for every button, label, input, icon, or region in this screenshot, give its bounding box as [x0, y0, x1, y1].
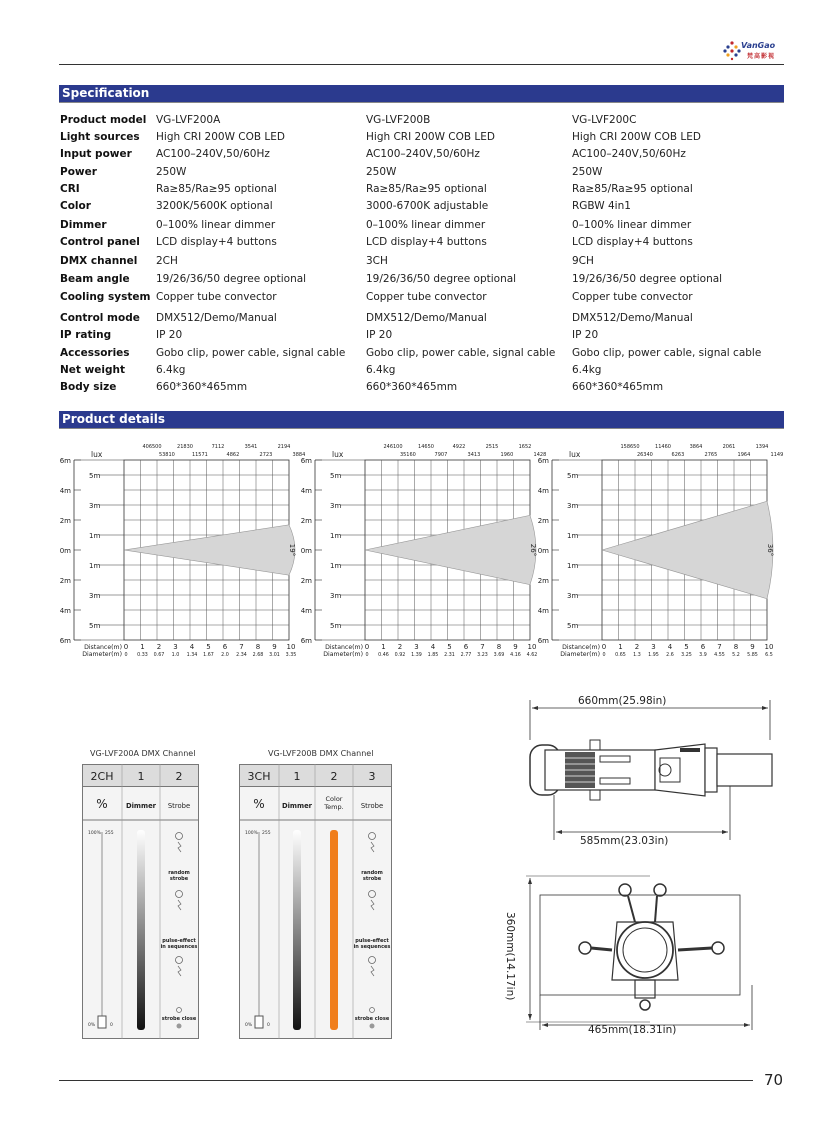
lux-value-top: 14650: [418, 444, 434, 450]
spec-value: VG-LVF200A: [156, 114, 221, 126]
lux-value-top: 3864: [689, 444, 703, 450]
spec-label: Light sources: [60, 131, 140, 143]
spec-value: Copper tube convector: [572, 291, 693, 303]
color-temp-bar: [330, 830, 338, 1030]
y-label-inner: 1m: [567, 562, 579, 570]
dmx-header: 1: [293, 770, 301, 783]
y-label-inner: 3m: [330, 502, 342, 510]
beam-chart-26: [300, 440, 547, 669]
section-bar-product-details: Product details: [59, 411, 784, 428]
strobe-close-dot-icon: [370, 1024, 375, 1029]
y-label-left: 6m: [300, 637, 312, 645]
dmx-title-a: VG-LVF200A DMX Channel: [90, 749, 196, 758]
spec-label: Dimmer: [60, 219, 107, 231]
y-label-inner: 3m: [567, 502, 579, 510]
y-label-left: 6m: [300, 457, 312, 465]
lux-value-bottom: 3413: [467, 452, 481, 458]
scale-slider-icon: [255, 1016, 263, 1028]
spec-value: 250W: [156, 166, 187, 178]
dimmer-bar: [137, 830, 145, 1030]
diameter-tick: 6.5: [765, 653, 773, 658]
dmx-table-a: [82, 764, 200, 1043]
scale-top: 100%: [245, 831, 258, 836]
diameter-tick: 3.9: [699, 653, 707, 658]
spec-value: Copper tube convector: [366, 291, 487, 303]
lux-value-top: 1394: [755, 444, 769, 450]
lux-value-bottom: 3884: [292, 452, 306, 458]
strobe-label: strobe: [169, 876, 189, 882]
diameter-tick: 4.62: [526, 653, 538, 658]
beam-chart-19: [59, 440, 306, 669]
diameter-tick: 1.34: [186, 653, 198, 658]
distance-tick: 4: [430, 643, 436, 651]
spec-value: 19/26/36/50 degree optional: [572, 273, 723, 285]
distance-tick: 1: [618, 643, 623, 651]
distance-tick: 4: [189, 643, 195, 651]
scale-slider-icon: [98, 1016, 106, 1028]
dmx-header: 2CH: [90, 770, 114, 783]
y-label-left: 6m: [537, 457, 549, 465]
spec-value: VG-LVF200C: [572, 114, 637, 126]
strobe-label: in sequences: [353, 944, 391, 950]
unit-label: lux: [332, 450, 344, 459]
spec-value: DMX512/Demo/Manual: [366, 312, 487, 324]
y-label-left: 4m: [300, 607, 312, 615]
scale-top-val: 255: [105, 831, 114, 836]
y-label-inner: 3m: [330, 592, 342, 600]
spec-value: 660*360*465mm: [366, 381, 458, 393]
lux-value-bottom: 11571: [191, 452, 208, 458]
spec-value: DMX512/Demo/Manual: [156, 312, 277, 324]
beam-chart-36: [537, 440, 784, 669]
strobe-label: pulse-effect: [355, 938, 389, 944]
diameter-tick: 2.31: [444, 653, 455, 658]
spec-value: 0–100% linear dimmer: [366, 219, 486, 231]
distance-tick: 9: [272, 643, 277, 651]
spec-value: VG-LVF200B: [366, 114, 431, 126]
y-label-inner: 5m: [89, 622, 101, 630]
dmx-subheader-line: Temp.: [324, 803, 344, 811]
distance-tick: 3: [651, 643, 656, 651]
y-label-inner: 1m: [89, 532, 101, 540]
y-label-inner: 3m: [89, 502, 101, 510]
y-label-left: 2m: [300, 577, 312, 585]
spec-label: Control mode: [60, 312, 140, 324]
diameter-tick: 2.6: [666, 653, 674, 658]
scale-top-val: 255: [262, 831, 271, 836]
distance-tick: 4: [667, 643, 673, 651]
scale-bottom-val: 0: [110, 1023, 113, 1028]
y-label-inner: 5m: [567, 622, 579, 630]
strobe-label: strobe close: [354, 1016, 390, 1022]
dmx-header: 3CH: [247, 770, 271, 783]
strobe-label: pulse-effect: [162, 938, 196, 944]
spec-value: 19/26/36/50 degree optional: [156, 273, 307, 285]
spec-value: 250W: [572, 166, 603, 178]
y-label-left: 2m: [300, 517, 312, 525]
spec-label: Net weight: [60, 364, 126, 376]
dmx-subheader: Dimmer: [281, 802, 313, 810]
diameter-tick: 4.55: [714, 653, 725, 658]
spec-label: Control panel: [60, 236, 140, 248]
spec-value: Ra≥85/Ra≥95 optional: [366, 183, 487, 195]
lux-value-top: 2194: [277, 444, 291, 450]
spec-label: Product model: [60, 114, 147, 126]
diameter-tick: 0.92: [394, 653, 406, 658]
spec-value: High CRI 200W COB LED: [156, 131, 285, 143]
lux-value-bottom: 1960: [500, 452, 514, 458]
distance-tick: 8: [733, 643, 739, 651]
spec-value: AC100–240V,50/60Hz: [366, 148, 480, 160]
dmx-subheader: Strobe: [167, 802, 191, 810]
y-label-left: 4m: [537, 607, 549, 615]
section-underline: [59, 102, 784, 103]
distance-tick: 6: [463, 643, 469, 651]
spec-value: Gobo clip, power cable, signal cable: [156, 347, 346, 359]
spec-value: 660*360*465mm: [572, 381, 664, 393]
brand-name: VanGao: [741, 41, 776, 50]
spec-label: CRI: [60, 183, 80, 195]
distance-tick: 3: [173, 643, 178, 651]
diameter-tick: 4.16: [510, 653, 521, 658]
spec-value: 0–100% linear dimmer: [572, 219, 692, 231]
spec-value: 9CH: [572, 255, 594, 267]
dmx-subheader: %: [96, 797, 108, 811]
diameter-label: Diameter(m): [82, 651, 122, 658]
scale-bottom-val: 0: [267, 1023, 270, 1028]
diameter-tick: 0.46: [378, 653, 389, 658]
spec-value: IP 20: [366, 329, 393, 341]
dim-depth: 585mm(23.03in): [580, 835, 669, 847]
diameter-tick: 3.25: [681, 653, 692, 658]
dmx-header: 2: [175, 770, 183, 783]
distance-tick: 7: [717, 643, 722, 651]
distance-label: Distance(m): [562, 644, 600, 651]
spec-label: DMX channel: [60, 255, 138, 267]
diameter-tick: 0.65: [615, 653, 626, 658]
spec-value: Copper tube convector: [156, 291, 277, 303]
lux-value-bottom: 1149: [770, 452, 784, 458]
y-label-left: 6m: [59, 457, 71, 465]
y-label-left: 6m: [537, 637, 549, 645]
y-label-inner: 3m: [89, 592, 101, 600]
lux-value-bottom: 26340: [636, 452, 653, 458]
spec-value: 6.4kg: [572, 364, 602, 376]
distance-tick: 3: [414, 643, 419, 651]
diameter-tick: 2.68: [252, 653, 264, 658]
y-label-inner: 3m: [567, 592, 579, 600]
spec-value: 6.4kg: [366, 364, 396, 376]
lux-value-top: 158650: [620, 444, 640, 450]
unit-label: lux: [91, 450, 103, 459]
dim-height: 360mm(14.17in): [504, 912, 516, 1001]
spec-label: Input power: [60, 148, 132, 160]
spec-label: Cooling system: [60, 291, 151, 303]
diameter-tick: 1.85: [427, 653, 439, 658]
spec-label: Power: [60, 166, 97, 178]
distance-tick: 7: [239, 643, 244, 651]
lux-value-bottom: 6263: [671, 452, 685, 458]
spec-value: RGBW 4in1: [572, 200, 631, 212]
y-label-inner: 5m: [89, 472, 101, 480]
spec-value: Gobo clip, power cable, signal cable: [572, 347, 762, 359]
y-label-left: 2m: [59, 577, 71, 585]
diameter-tick: 2.34: [236, 653, 247, 658]
spec-value: DMX512/Demo/Manual: [572, 312, 693, 324]
strobe-label: random: [168, 870, 190, 876]
distance-tick: 6: [222, 643, 228, 651]
dmx-table-b: [239, 764, 393, 1043]
lux-value-bottom: 7907: [434, 452, 448, 458]
distance-tick: 2: [634, 643, 640, 651]
spec-label: IP rating: [60, 329, 112, 341]
distance-tick: 6: [700, 643, 706, 651]
spec-value: 660*360*465mm: [156, 381, 248, 393]
lux-value-top: 21830: [177, 444, 193, 450]
distance-tick: 5: [206, 643, 211, 651]
distance-tick: 0: [601, 643, 607, 651]
diameter-tick: 0: [602, 653, 606, 658]
spec-value: IP 20: [572, 329, 599, 341]
distance-tick: 1: [140, 643, 145, 651]
y-label-inner: 5m: [330, 472, 342, 480]
spec-value: 3000-6700K adjustable: [366, 200, 489, 212]
y-label-inner: 1m: [89, 562, 101, 570]
spec-value: 19/26/36/50 degree optional: [366, 273, 517, 285]
diameter-tick: 1.3: [633, 653, 641, 658]
spec-label: Body size: [60, 381, 117, 393]
spec-value: LCD display+4 buttons: [366, 236, 487, 248]
unit-label: lux: [569, 450, 581, 459]
lux-value-top: 1652: [518, 444, 532, 450]
y-label-left: 4m: [300, 487, 312, 495]
dim-width: 465mm(18.31in): [588, 1024, 677, 1036]
lux-value-bottom: 35160: [399, 452, 416, 458]
dmx-subheader: %: [253, 797, 265, 811]
diameter-tick: 2.77: [460, 653, 472, 658]
diameter-tick: 0: [124, 653, 128, 658]
spec-value: AC100–240V,50/60Hz: [156, 148, 270, 160]
y-label-inner: 5m: [330, 622, 342, 630]
spec-value: 0–100% linear dimmer: [156, 219, 276, 231]
y-label-left: 0m: [300, 547, 312, 555]
distance-tick: 2: [156, 643, 162, 651]
lux-value-bottom: 1964: [737, 452, 751, 458]
y-label-inner: 5m: [567, 472, 579, 480]
distance-tick: 10: [527, 643, 537, 651]
spec-value: LCD display+4 buttons: [156, 236, 277, 248]
diameter-tick: 3.35: [285, 653, 297, 658]
diameter-tick: 5.85: [747, 653, 758, 658]
diameter-tick: 0: [365, 653, 369, 658]
distance-tick: 0: [364, 643, 370, 651]
lux-value-top: 2061: [722, 444, 736, 450]
front-view-drawing: [520, 870, 770, 1039]
spec-value: High CRI 200W COB LED: [572, 131, 701, 143]
lux-value-top: 3541: [244, 444, 258, 450]
spec-value: High CRI 200W COB LED: [366, 131, 495, 143]
distance-label: Distance(m): [325, 644, 363, 651]
diameter-label: Diameter(m): [560, 651, 600, 658]
lux-value-bottom: 53810: [158, 452, 175, 458]
scale-bottom: 0%: [88, 1023, 96, 1028]
section-underline: [59, 428, 784, 429]
spec-label: Color: [60, 200, 91, 212]
spec-value: 2CH: [156, 255, 178, 267]
y-label-left: 2m: [537, 517, 549, 525]
side-view-drawing: [520, 690, 780, 854]
strobe-label: strobe: [362, 876, 382, 882]
distance-tick: 2: [397, 643, 403, 651]
y-label-left: 4m: [59, 607, 71, 615]
distance-tick: 9: [750, 643, 755, 651]
strobe-close-dot-icon: [177, 1024, 182, 1029]
spec-label: Beam angle: [60, 273, 130, 285]
section-bar-specification: Specification: [59, 85, 784, 102]
lux-value-top: 11460: [655, 444, 671, 450]
dmx-header: 2: [330, 770, 338, 783]
spec-value: 6.4kg: [156, 364, 186, 376]
diameter-tick: 3.01: [269, 653, 280, 658]
spec-value: 3200K/5600K optional: [156, 200, 273, 212]
diameter-tick: 1.67: [203, 653, 214, 658]
lux-value-top: 406500: [142, 444, 162, 450]
distance-tick: 7: [480, 643, 485, 651]
diameter-tick: 0.33: [137, 653, 148, 658]
spec-value: 250W: [366, 166, 397, 178]
y-label-left: 6m: [59, 637, 71, 645]
distance-tick: 1: [381, 643, 386, 651]
y-label-left: 4m: [59, 487, 71, 495]
diameter-tick: 3.23: [477, 653, 488, 658]
diameter-tick: 0.67: [153, 653, 165, 658]
diameter-tick: 2.0: [221, 653, 229, 658]
scale-bottom: 0%: [245, 1023, 253, 1028]
beam-cone: [365, 515, 536, 584]
strobe-label: random: [361, 870, 383, 876]
distance-label: Distance(m): [84, 644, 122, 651]
distance-tick: 10: [764, 643, 774, 651]
y-label-left: 4m: [537, 487, 549, 495]
spec-value: 3CH: [366, 255, 388, 267]
lux-value-top: 4922: [452, 444, 466, 450]
lux-value-top: 2515: [485, 444, 499, 450]
spec-label: Accessories: [60, 347, 130, 359]
y-label-left: 2m: [59, 517, 71, 525]
beam-angle-label: 36°: [766, 543, 774, 557]
beam-cone: [602, 501, 773, 599]
diameter-label: Diameter(m): [323, 651, 363, 658]
strobe-label: in sequences: [160, 944, 198, 950]
distance-tick: 8: [255, 643, 261, 651]
spec-value: IP 20: [156, 329, 183, 341]
diameter-tick: 3.69: [493, 653, 505, 658]
lux-value-bottom: 4862: [226, 452, 240, 458]
lux-value-bottom: 1428: [533, 452, 547, 458]
y-label-left: 0m: [59, 547, 71, 555]
distance-tick: 0: [123, 643, 129, 651]
y-label-left: 2m: [537, 577, 549, 585]
spec-value: Ra≥85/Ra≥95 optional: [572, 183, 693, 195]
y-label-inner: 1m: [330, 562, 342, 570]
diamond-dots-icon: [723, 40, 741, 60]
dmx-title-b: VG-LVF200B DMX Channel: [268, 749, 374, 758]
distance-tick: 8: [496, 643, 502, 651]
beam-angle-label: 26°: [529, 543, 537, 557]
beam-cone: [124, 525, 295, 575]
y-label-inner: 1m: [330, 532, 342, 540]
beam-angle-label: 19°: [288, 543, 296, 557]
lux-value-top: 7112: [211, 444, 225, 450]
y-label-inner: 1m: [567, 532, 579, 540]
brand-cn: 梵高影视: [747, 53, 776, 60]
header-rule: [59, 64, 784, 65]
distance-tick: 5: [684, 643, 689, 651]
footer-rule: [59, 1080, 753, 1081]
spec-value: Ra≥85/Ra≥95 optional: [156, 183, 277, 195]
distance-tick: 5: [447, 643, 452, 651]
diameter-tick: 1.95: [648, 653, 659, 658]
diameter-tick: 1.39: [411, 653, 422, 658]
spec-value: Gobo clip, power cable, signal cable: [366, 347, 556, 359]
diameter-tick: 1.0: [171, 653, 180, 658]
scale-top: 100%: [88, 831, 101, 836]
strobe-label: strobe close: [161, 1016, 197, 1022]
lux-value-top: 246100: [383, 444, 403, 450]
page-number: 70: [764, 1071, 784, 1089]
dimmer-bar: [293, 830, 301, 1030]
dim-length: 660mm(25.98in): [578, 695, 667, 707]
spec-value: AC100–240V,50/60Hz: [572, 148, 686, 160]
dmx-subheader-line: Color: [325, 795, 343, 803]
dmx-subheader: Strobe: [360, 802, 384, 810]
spec-value: LCD display+4 buttons: [572, 236, 693, 248]
dmx-header: 3: [368, 770, 376, 783]
distance-tick: 10: [286, 643, 296, 651]
lux-value-bottom: 2723: [259, 452, 273, 458]
diameter-tick: 5.2: [732, 653, 740, 658]
lux-value-bottom: 2765: [704, 452, 718, 458]
dmx-header: 1: [137, 770, 145, 783]
brand-logo: [723, 38, 788, 62]
distance-tick: 9: [513, 643, 518, 651]
y-label-left: 0m: [537, 547, 549, 555]
dmx-subheader: Dimmer: [125, 802, 157, 810]
